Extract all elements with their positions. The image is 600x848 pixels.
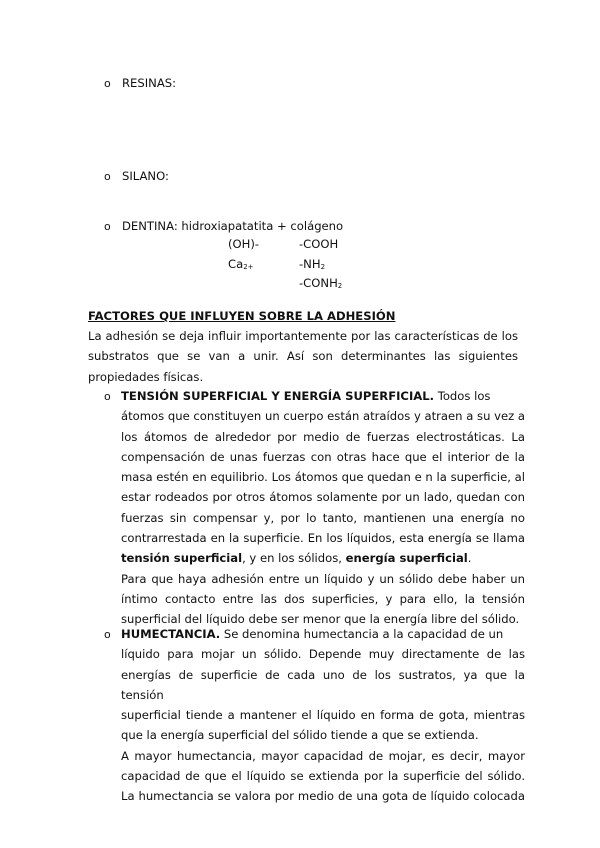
humectancia-line: A mayor humectancia, mayor capacidad de mojar, es decir, mayor (121, 748, 525, 763)
humectancia-line: capacidad de que el líquido se extienda por la superficie del sólido. (121, 769, 525, 784)
tension-paragraph (121, 386, 525, 630)
humectancia-paragraph (121, 624, 525, 807)
tension-defs-line: tensión superficial, y en los sólidos, energía superficial. (121, 551, 472, 566)
tension-line: átomos que constituyen un cuerpo están atraídos y atraen a su vez a (121, 409, 525, 424)
intro-line: propiedades físicas. (88, 369, 204, 384)
bullet-marker: o (104, 170, 111, 183)
term-energia-superficial: energía superficial (345, 551, 468, 566)
term-tension-superficial: tensión superficial (121, 551, 243, 566)
tension-line: compensación de unas fuerzas con otras hace que el interior de la (121, 449, 525, 464)
intro-paragraph (88, 326, 518, 387)
tension-first-line: TENSIÓN SUPERFICIAL Y ENERGÍA SUPERFICIAL. Todos los (121, 389, 491, 403)
dentina-hydroxyl: (OH)- (228, 237, 260, 251)
silano-label: SILANO: (122, 169, 169, 183)
humectancia-line: energías de superficie de cada uno de los sustratos, ya que la tensión (121, 667, 525, 702)
bullet-marker: o (104, 390, 111, 403)
dentina-calcium: $Ca_{2+}$ (228, 257, 254, 271)
tension-line: los átomos de alrededor por medio de fuerzas electrostáticas. La (121, 429, 525, 444)
dentina-amide: $-CONH_2$ (299, 276, 343, 290)
section-heading: FACTORES QUE INFLUYEN SOBRE LA ADHESIÓN (88, 309, 396, 323)
humectancia-line: líquido para mojar un sólido. Depende muy directamente de las (121, 647, 525, 662)
humectancia-first-line: HUMECTANCIA. Se denomina humectancia a la capacidad de un (121, 627, 504, 641)
tension-line: fuerzas sin compensar y, por lo tanto, mantienen una energía no (121, 510, 525, 525)
dentina-carboxyl: -COOH (299, 237, 339, 251)
tension-line: íntimo contacto entre las dos superficies, y para ello, la tensión (121, 591, 525, 606)
tension-line: Para que haya adhesión entre un líquido y un sólido debe haber un (121, 571, 525, 586)
tension-line: contrarrestada en la superficie. En los líquidos, esta energía se llama (121, 531, 525, 546)
tension-line: superficial del líquido debe ser menor que la energía libre del sólido. (121, 612, 520, 627)
intro-line: La adhesión se deja influir importantemente por las características de los (88, 329, 518, 343)
tension-line: estar rodeados por otros átomos solamente por un lado, quedan con (121, 490, 525, 505)
tension-title: TENSIÓN SUPERFICIAL Y ENERGÍA SUPERFICIAL. (121, 389, 435, 403)
resinas-label: RESINAS: (122, 76, 177, 90)
dentina-amine: $-NH_2$ (299, 257, 326, 271)
humectancia-line: La humectancia se valora por medio de una gota de líquido colocada (121, 789, 525, 804)
humectancia-title: HUMECTANCIA. (121, 627, 221, 641)
humectancia-line: que la energía superficial del sólido tiende a que se extienda. (121, 728, 479, 743)
bullet-marker: o (104, 220, 111, 233)
bullet-marker: o (104, 628, 111, 641)
intro-line: substratos que se van a unir. Así son determinantes las siguientes (88, 349, 518, 364)
tension-line: masa estén en equilibrio. Los átomos que quedan e n la superficie, al (121, 470, 525, 485)
dentina-label: DENTINA: hidroxiapatatita + colágeno (122, 219, 344, 233)
humectancia-line: superficial tiende a mantener el líquido en forma de gota, mientras (121, 708, 525, 723)
bullet-marker: o (104, 77, 111, 90)
